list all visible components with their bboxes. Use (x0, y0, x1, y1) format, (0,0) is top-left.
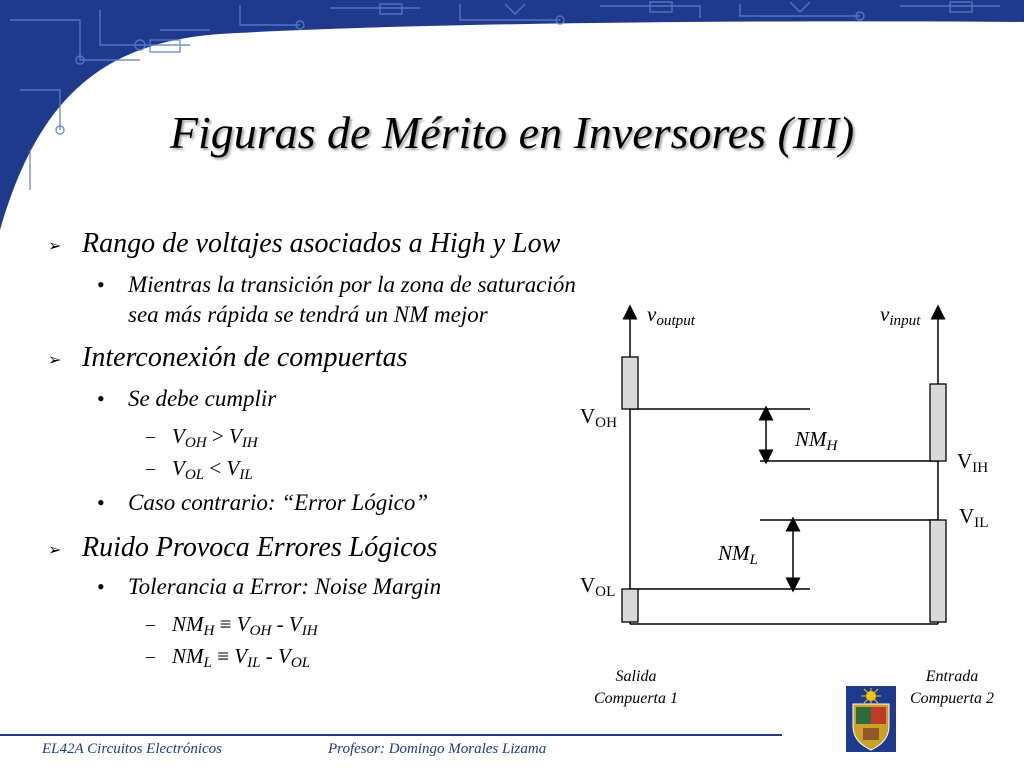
voh-label: $V_{OH}$ (580, 404, 617, 432)
input-low-bar (930, 520, 946, 622)
output-low-bar (622, 589, 638, 622)
bullet-transicion-line1: Mientras la transición por la zona de saturación (128, 272, 576, 297)
arrow-bullet-icon: ➢ (48, 238, 62, 255)
footer-divider (0, 734, 782, 736)
footer-course: EL42A Circuitos Electrónicos (42, 741, 222, 757)
arrow-bullet-icon: ➢ (48, 352, 62, 369)
v-output-label: $v_{output}$ (647, 302, 695, 330)
bullet-rango: Rango de voltajes asociados a High y Low (82, 228, 561, 259)
dash-bullet-icon: – (146, 646, 155, 666)
v-input-label: $v_{input}$ (880, 302, 921, 330)
dash-bullet-icon: – (146, 614, 155, 634)
dot-bullet-icon: • (97, 386, 105, 411)
dot-bullet-icon: • (97, 272, 105, 297)
dash-bullet-icon: – (146, 426, 155, 446)
arrow-bullet-icon: ➢ (48, 542, 62, 559)
input-high-bar (930, 384, 946, 461)
vil-label: $V_{IL}$ (959, 504, 989, 532)
nml-label: $NM_L$ (718, 541, 758, 569)
footer-professor: Profesor: Domingo Morales Lizama (328, 741, 547, 757)
output-high-bar (622, 357, 638, 409)
bullet-tolerancia: Tolerancia a Error: Noise Margin (128, 574, 442, 599)
vol-label: $V_{OL}$ (580, 573, 616, 601)
caption-entrada: Entrada Compuerta 2 (910, 668, 994, 707)
bullet-interconexion: Interconexión de compuertas (82, 342, 408, 373)
dot-bullet-icon: • (97, 490, 105, 515)
condition-voh-vih: $V_{OH} > V_{IH}$ (172, 424, 258, 452)
vih-label: $V_{IH}$ (957, 449, 989, 477)
nmh-label: $NM_H$ (795, 427, 838, 455)
caption-salida: Salida Compuerta 1 (594, 668, 678, 707)
dot-bullet-icon: • (97, 574, 105, 599)
slide-title: Figuras de Mérito en Inversores (III) (169, 107, 855, 158)
formula-nml: $NM_L \equiv V_{IL} - V_{OL}$ (172, 644, 311, 672)
dash-bullet-icon: – (146, 458, 155, 478)
condition-vol-vil: $V_{OL} < V_{IL}$ (172, 456, 253, 484)
formula-nmh: $NM_H \equiv V_{OH} - V_{IH}$ (172, 612, 318, 640)
bullet-caso-contrario: Caso contrario: “Error Lógico” (128, 490, 429, 515)
bullet-se-debe-cumplir: Se debe cumplir (128, 386, 277, 411)
bullet-transicion-line2: sea más rápida se tendrá un NM mejor (128, 302, 488, 327)
university-crest-icon (846, 686, 896, 752)
bullet-ruido: Ruido Provoca Errores Lógicos (82, 532, 438, 563)
